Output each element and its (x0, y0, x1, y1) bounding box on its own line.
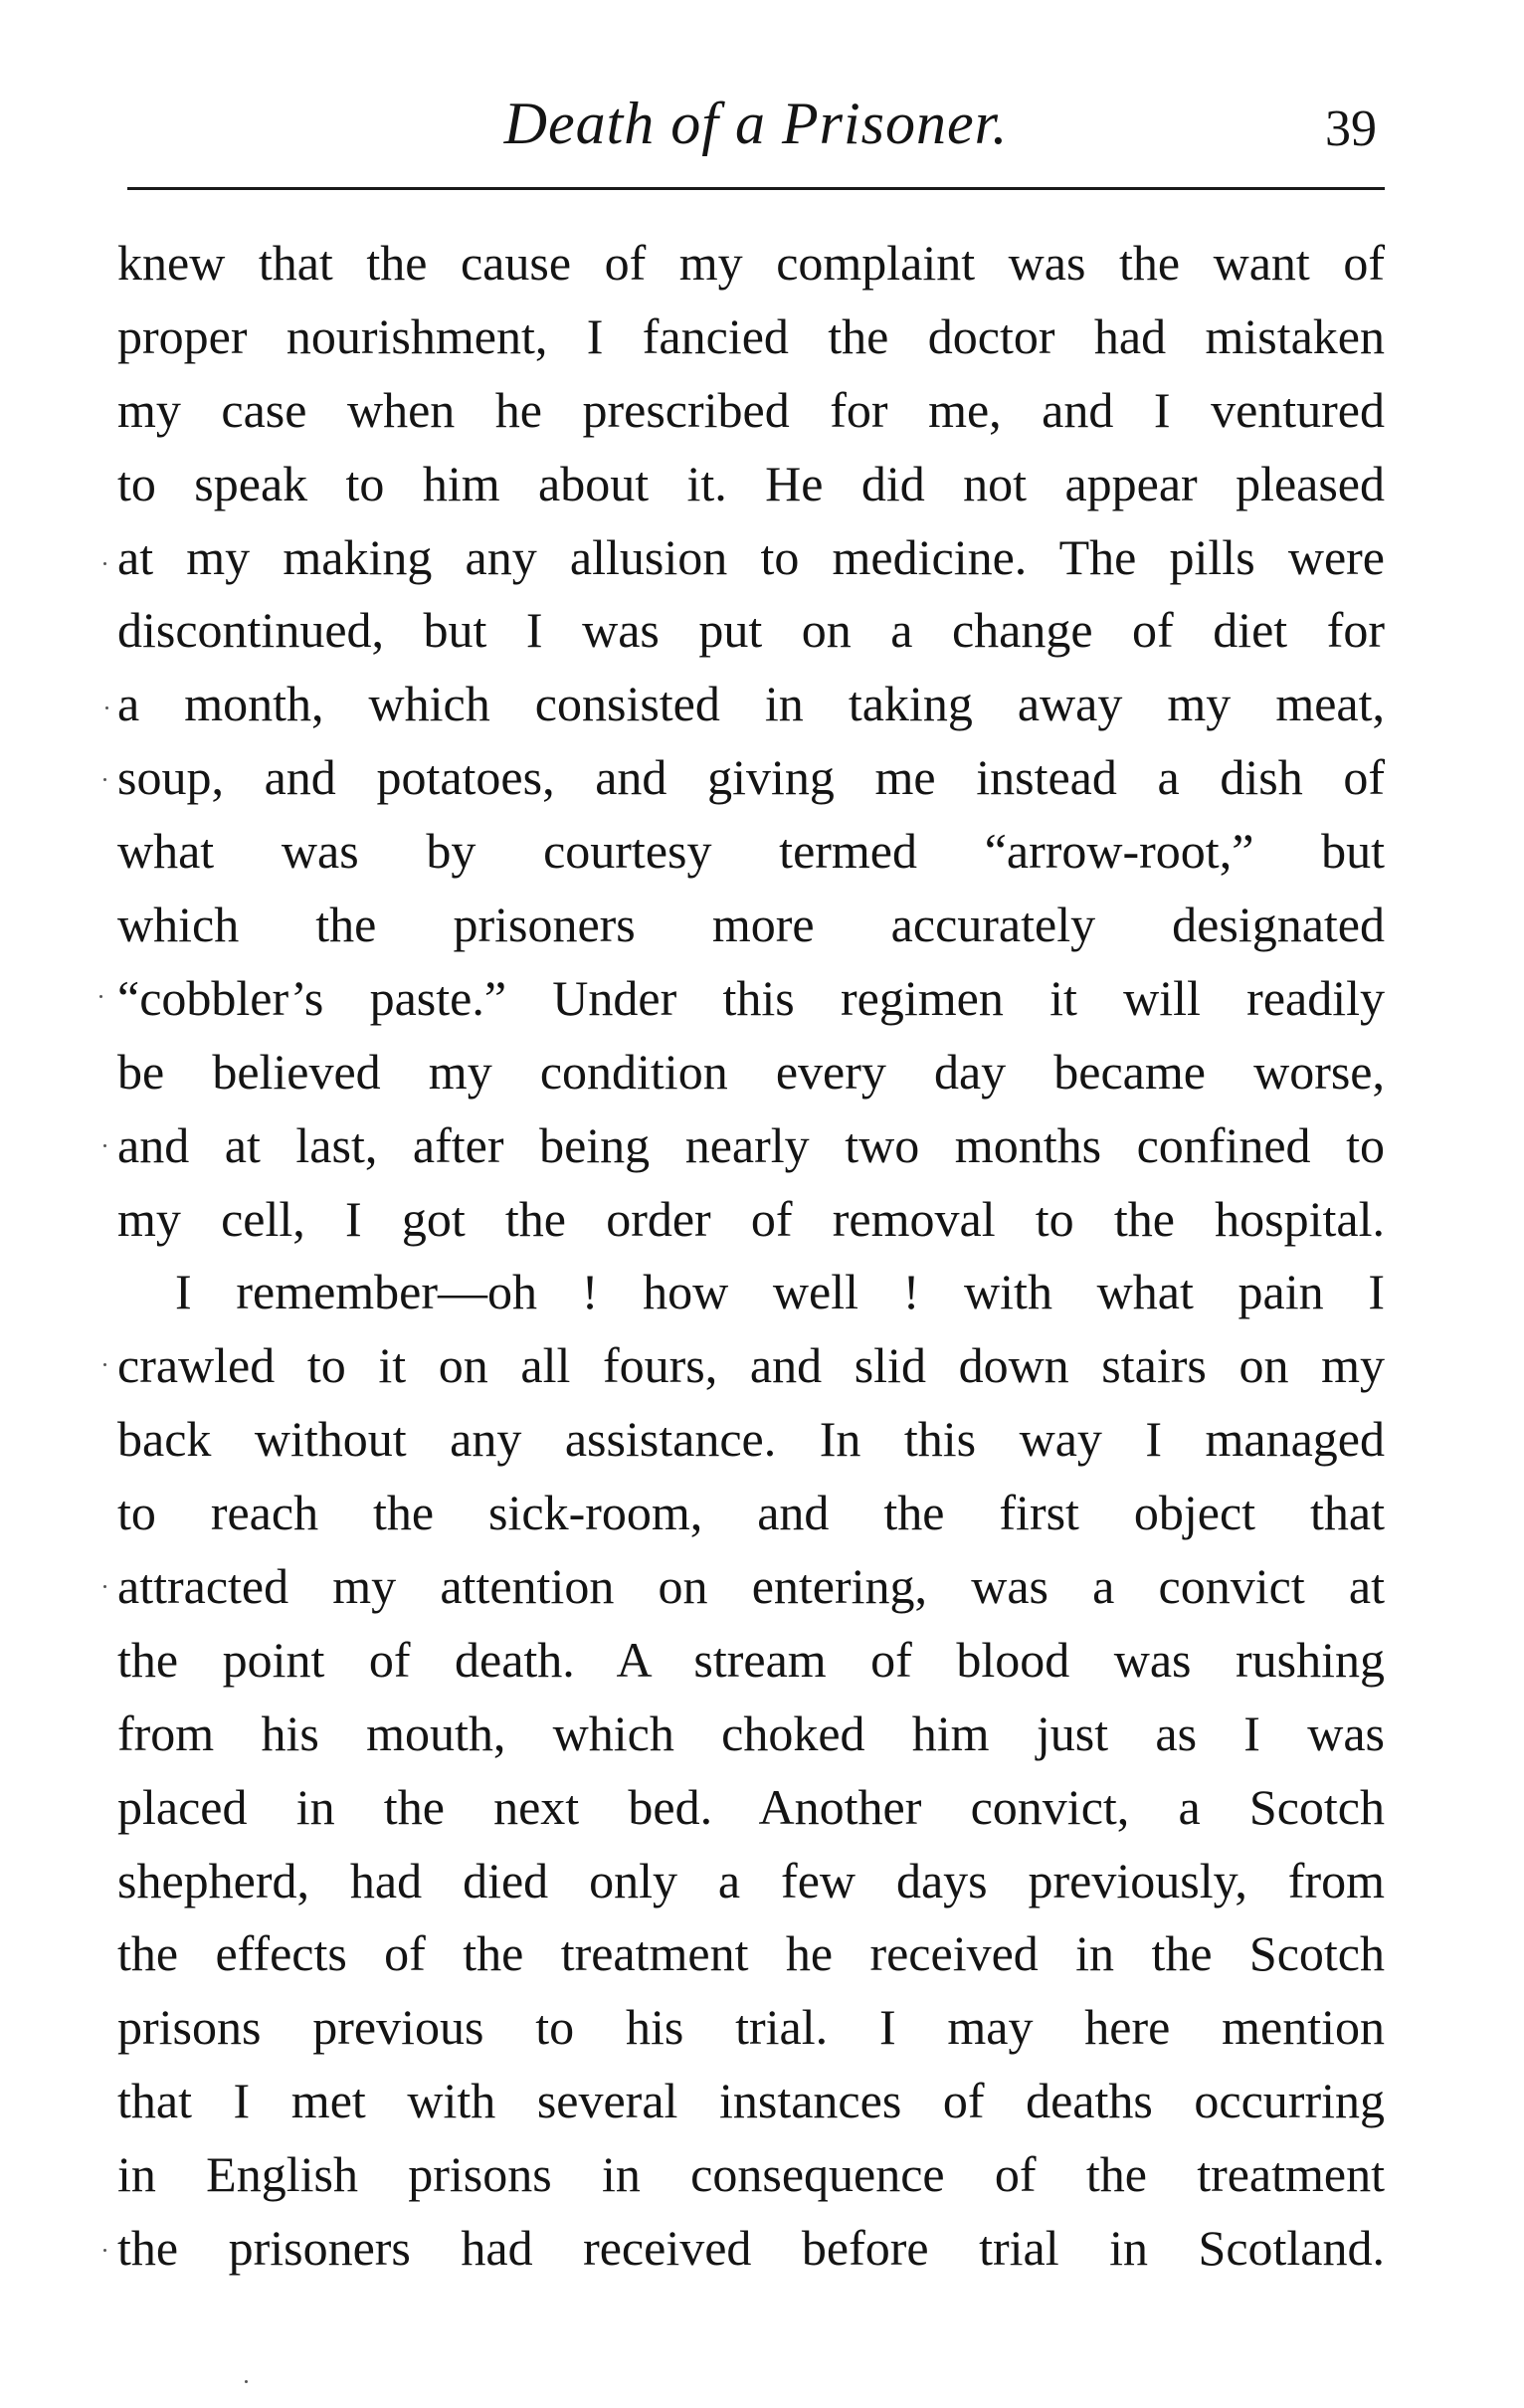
text-line: attracted my attention on entering, was a convict at (117, 1558, 1385, 1615)
print-speck (103, 1144, 106, 1147)
text-line: what was by courtesy termed “arrow-root,” but (117, 823, 1385, 880)
text-line: which the prisoners more accurately designated (117, 897, 1385, 953)
text-line: to speak to him about it. He did not appear pleased (117, 455, 1385, 511)
text-line: placed in the next bed. Another convict, a Scotch (117, 1778, 1385, 1835)
running-title: Death of a Prisoner. (503, 91, 1009, 156)
running-head (127, 80, 1385, 179)
page-number: 39 (1325, 100, 1377, 157)
text-line: proper nourishment, I fancied the doctor had mistaken (117, 307, 1385, 364)
text-line: at my making any allusion to medicine. The pills were (117, 528, 1385, 585)
text-line: soup, and potatoes, and giving me instead a dish of (117, 749, 1385, 806)
print-speck (105, 706, 108, 709)
text-line: a month, which consisted in taking away my meat, (117, 676, 1385, 732)
text-line: knew that the cause of my complaint was the want of (117, 235, 1385, 291)
print-speck (103, 562, 106, 565)
text-line: to reach the sick-room, and the first object that (117, 1485, 1385, 1541)
text-line: the point of death. A stream of blood was rushing (117, 1631, 1385, 1688)
text-line: crawled to it on all fours, and slid down stairs on my (117, 1337, 1385, 1394)
print-speck (103, 778, 106, 781)
text-line: shepherd, had died only a few days previously, from (117, 1852, 1385, 1908)
text-line: that I met with several instances of deaths occurring (117, 2073, 1385, 2129)
print-speck (99, 995, 102, 998)
print-speck (103, 2249, 106, 2252)
body-text (117, 227, 1385, 2286)
text-line: and at last, after being nearly two months confined to (117, 1116, 1385, 1173)
text-line: my case when he prescribed for me, and I ventured (117, 381, 1385, 438)
print-speck (103, 1363, 106, 1366)
text-line: from his mouth, which choked him just as I was (117, 1705, 1385, 1761)
text-line: be believed my condition every day became worse, (117, 1043, 1385, 1100)
paragraph-first-line: I remember—oh ! how well ! with what pain I (175, 1264, 1385, 1320)
text-line: the effects of the treatment he received in the Scotch (117, 1925, 1385, 1982)
text-line: discontinued, but I was put on a change of diet for (117, 602, 1385, 659)
paragraph-last-line: my cell, I got the order of removal to the hospital. (117, 1190, 1385, 1247)
header-rule (127, 187, 1385, 190)
text-line: back without any assistance. In this way I managed (117, 1411, 1385, 1468)
print-speck (245, 2380, 248, 2383)
text-line: prisons previous to his trial. I may here mention (117, 1999, 1385, 2056)
text-line: in English prisons in consequence of the treatment (117, 2146, 1385, 2203)
print-speck (103, 1585, 106, 1588)
text-line: the prisoners had received before trial in Scotland. (117, 2220, 1385, 2277)
text-line: “cobbler’s paste.” Under this regimen it will readily (117, 969, 1385, 1026)
